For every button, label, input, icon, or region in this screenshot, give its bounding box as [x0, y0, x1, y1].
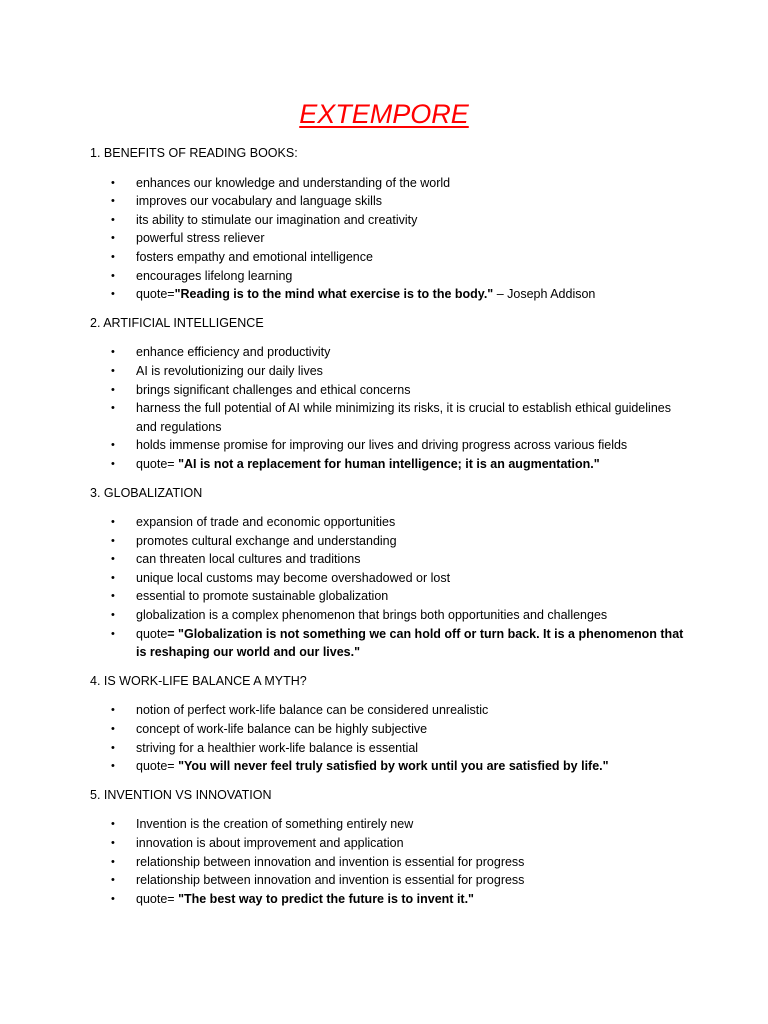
list-item-text: notion of perfect work-life balance can be considered unrealistic — [136, 703, 489, 718]
list-item — [111, 343, 690, 362]
list-item — [111, 606, 690, 625]
bullet-list — [90, 815, 690, 908]
section-globalization — [90, 484, 690, 662]
section-work-life-balance — [90, 672, 690, 776]
list-item — [111, 381, 690, 400]
bullet-icon: • — [111, 571, 115, 584]
bullet-icon: • — [111, 383, 115, 396]
bullet-icon: • — [111, 723, 115, 736]
list-item — [111, 550, 690, 569]
list-item — [111, 399, 690, 436]
bullet-icon: • — [111, 534, 115, 547]
list-item — [111, 532, 690, 551]
list-item-text: Invention is the creation of something entirely new — [136, 817, 414, 832]
quote-prefix: quote= — [136, 759, 179, 774]
list-item — [111, 569, 690, 588]
list-item-text: AI is revolutionizing our daily lives — [136, 363, 323, 378]
list-item — [111, 853, 690, 872]
page-title: EXTEMPORE — [299, 99, 469, 129]
bullet-icon: • — [111, 627, 115, 640]
quote-text: "The best way to predict the future is to invent it." — [178, 891, 474, 906]
list-item-text: its ability to stimulate our imagination and creativity — [136, 212, 418, 227]
quote-item — [111, 625, 690, 662]
list-item-text: powerful stress reliever — [136, 231, 265, 246]
bullet-icon: • — [111, 195, 115, 208]
section-invention-innovation — [90, 786, 690, 909]
list-item — [111, 739, 690, 758]
list-item — [111, 871, 690, 890]
list-item-text: can threaten local cultures and traditions — [136, 552, 361, 567]
section-heading: 2. ARTIFICIAL INTELLIGENCE — [90, 315, 264, 330]
list-item — [111, 248, 690, 267]
list-item — [111, 229, 690, 248]
bullet-icon: • — [111, 590, 115, 603]
bullet-list — [90, 343, 690, 473]
bullet-icon: • — [111, 176, 115, 189]
bullet-icon: • — [111, 288, 115, 301]
quote-text: = "Globalization is not something we can hold off or turn back. It is a phenomenon that is reshaping our world and our lives." — [136, 626, 684, 660]
section-artificial-intelligence — [90, 314, 690, 474]
bullet-icon: • — [111, 609, 115, 622]
quote-item — [111, 285, 690, 304]
list-item — [111, 211, 690, 230]
document-body — [90, 144, 690, 918]
list-item-text: enhances our knowledge and understanding of the world — [136, 175, 451, 190]
list-item — [111, 436, 690, 455]
bullet-icon: • — [111, 741, 115, 754]
bullet-list — [90, 174, 690, 304]
bullet-icon: • — [111, 516, 115, 529]
quote-attribution: – Joseph Addison — [493, 287, 596, 302]
bullet-icon: • — [111, 457, 115, 470]
list-item-text: striving for a healthier work-life balance is essential — [136, 740, 419, 755]
list-item-text: holds immense promise for improving our lives and driving progress across various fields — [136, 438, 628, 453]
list-item-text: improves our vocabulary and language skills — [136, 194, 382, 209]
quote-prefix: quote= — [136, 287, 175, 302]
list-item-text: enhance efficiency and productivity — [136, 345, 331, 360]
list-item-text: relationship between innovation and invention is essential for progress — [136, 854, 525, 869]
list-item-text: fosters empathy and emotional intelligence — [136, 249, 373, 264]
list-item-text: promotes cultural exchange and understanding — [136, 533, 397, 548]
bullet-list — [90, 701, 690, 775]
list-item-text: essential to promote sustainable globalization — [136, 589, 389, 604]
section-heading: 5. INVENTION VS INNOVATION — [90, 787, 272, 802]
quote-text: "Reading is to the mind what exercise is to the body." — [174, 287, 494, 302]
bullet-list — [90, 513, 690, 662]
section-heading: 3. GLOBALIZATION — [90, 485, 203, 500]
bullet-icon: • — [111, 250, 115, 263]
list-item — [111, 174, 690, 193]
list-item-text: expansion of trade and economic opportunities — [136, 515, 396, 530]
list-item — [111, 701, 690, 720]
bullet-icon: • — [111, 364, 115, 377]
list-item-text: globalization is a complex phenomenon that brings both opportunities and challenges — [136, 608, 608, 623]
list-item — [111, 362, 690, 381]
section-heading: 1. BENEFITS OF READING BOOKS: — [90, 146, 298, 160]
list-item-text: brings significant challenges and ethical concerns — [136, 382, 411, 397]
list-item — [111, 834, 690, 853]
bullet-icon: • — [111, 553, 115, 566]
bullet-icon: • — [111, 269, 115, 282]
list-item — [111, 192, 690, 211]
quote-prefix: quote — [136, 626, 168, 641]
section-reading-books — [90, 144, 690, 304]
list-item-text: concept of work-life balance can be highly subjective — [136, 722, 428, 737]
list-item — [111, 720, 690, 739]
list-item-text: relationship between innovation and invention is essential for progress — [136, 873, 525, 888]
bullet-icon: • — [111, 855, 115, 868]
bullet-icon: • — [111, 704, 115, 717]
quote-prefix: quote= — [136, 891, 179, 906]
bullet-icon: • — [111, 439, 115, 452]
list-item-text: unique local customs may become overshadowed or lost — [136, 570, 451, 585]
list-item-text: encourages lifelong learning — [136, 268, 293, 283]
list-item — [111, 587, 690, 606]
bullet-icon: • — [111, 760, 115, 773]
bullet-icon: • — [111, 837, 115, 849]
bullet-icon: • — [111, 892, 115, 905]
list-item — [111, 267, 690, 286]
quote-item — [111, 455, 690, 474]
quote-text: "You will never feel truly satisfied by work until you are satisfied by life." — [178, 759, 609, 774]
list-item — [111, 815, 690, 834]
bullet-icon: • — [111, 232, 115, 245]
section-heading: 4. IS WORK-LIFE BALANCE A MYTH? — [90, 673, 307, 688]
quote-prefix: quote= — [136, 456, 179, 471]
bullet-icon: • — [111, 874, 115, 887]
quote-item — [111, 890, 690, 909]
list-item — [111, 513, 690, 532]
bullet-icon: • — [111, 818, 115, 831]
bullet-icon: • — [111, 213, 115, 226]
quote-text: "AI is not a replacement for human intelligence; it is an augmentation." — [178, 456, 600, 471]
list-item-text: harness the full potential of AI while minimizing its risks, it is crucial to establish ethical guidelines and regulations — [136, 401, 671, 434]
bullet-icon: • — [111, 402, 115, 415]
bullet-icon: • — [111, 346, 115, 359]
list-item-text: innovation is about improvement and application — [136, 836, 404, 850]
quote-item — [111, 757, 690, 776]
